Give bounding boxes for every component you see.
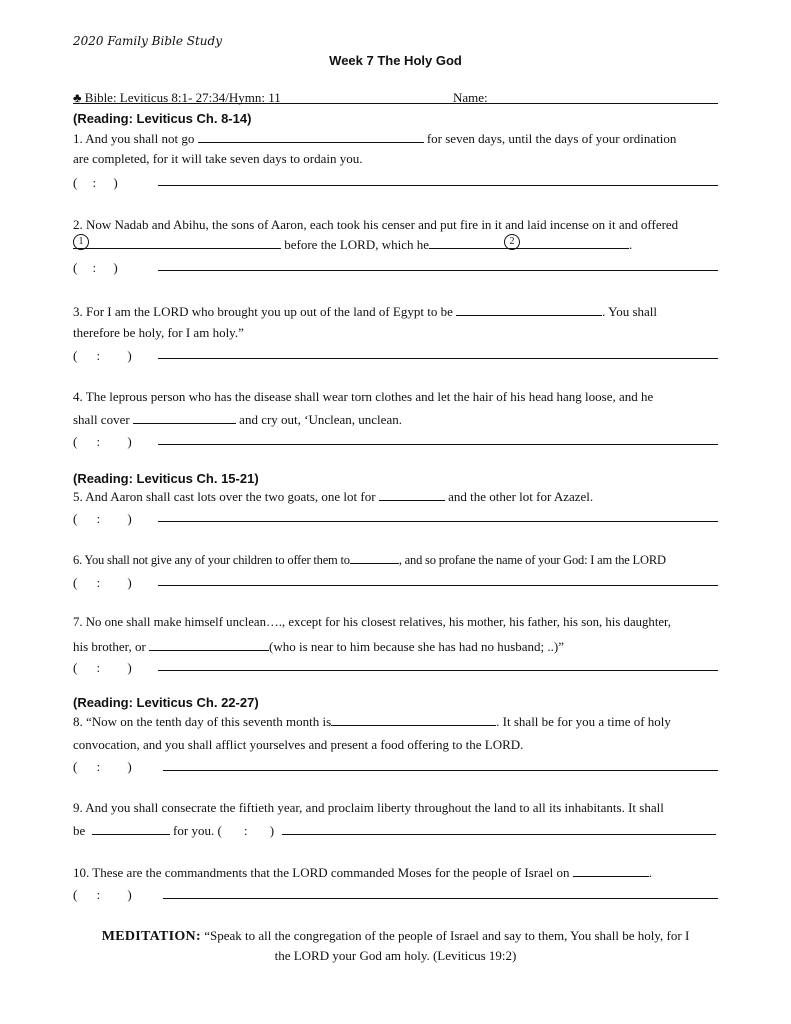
verse-ref-8[interactable]: ( : ) bbox=[73, 759, 132, 774]
answer-blank-3[interactable] bbox=[456, 303, 602, 316]
verse-ref-4[interactable]: ( : ) bbox=[73, 434, 132, 449]
verse-ref-7[interactable]: ( : ) bbox=[73, 660, 132, 675]
meditation-line-2: the LORD your God am holy. (Leviticus 19:2) bbox=[274, 948, 517, 963]
verse-ref-10[interactable]: ( : ) bbox=[73, 887, 132, 902]
meditation-line-1: MEDITATION: “Speak to all the congregation of the people of Israel and say to them, You shall be holy, for I bbox=[101, 928, 690, 944]
answer-blank-2b[interactable] bbox=[429, 236, 629, 249]
verse-ref-3[interactable]: ( : ) bbox=[73, 348, 132, 363]
question-2-line-1: 2. Now Nadab and Abihu, the sons of Aaron, each took his censer and put fire in it and laid incense on it and offered bbox=[73, 217, 679, 232]
verse-ref-line-8 bbox=[163, 770, 718, 771]
question-5-line-1: 5. And Aaron shall cast lots over the two goats, one lot for and the other lot for Azazel. bbox=[73, 489, 594, 504]
circled-number-1: 1 bbox=[73, 234, 89, 250]
question-7-line-1: 7. No one shall make himself unclean…., except for his closest relatives, his mother, his father, his son, his daughter, bbox=[73, 615, 671, 629]
verse-ref-6[interactable]: ( : ) bbox=[73, 575, 132, 590]
verse-ref-line-9 bbox=[282, 834, 716, 835]
header-underline bbox=[73, 103, 718, 104]
question-10-line-1: 10. These are the commandments that the LORD commanded Moses for the people of Israel on . bbox=[73, 865, 653, 880]
meditation-label: MEDITATION: bbox=[101, 929, 201, 944]
section-heading-ch8-14: (Reading: Leviticus Ch. 8-14) bbox=[73, 111, 252, 126]
verse-ref-line-2 bbox=[158, 270, 718, 271]
question-1-line-2: are completed, for it will take seven days to ordain you. bbox=[73, 151, 363, 166]
verse-ref-line-7 bbox=[158, 670, 718, 671]
verse-ref-line-5 bbox=[158, 521, 718, 522]
verse-ref-line-3 bbox=[158, 358, 718, 359]
verse-ref-line-6 bbox=[158, 585, 718, 586]
question-7-line-2: his brother, or (who is near to him because she has had no husband; ..)” bbox=[73, 639, 564, 654]
page-title: Week 7 The Holy God bbox=[329, 53, 462, 68]
verse-ref-5[interactable]: ( : ) bbox=[73, 511, 132, 526]
answer-blank-8[interactable] bbox=[331, 713, 496, 726]
study-series-label: 2020 Family Bible Study bbox=[73, 34, 222, 48]
verse-ref-1[interactable]: ( : ) bbox=[73, 175, 118, 190]
question-3-line-1: 3. For I am the LORD who brought you up out of the land of Egypt to be . You shall bbox=[73, 304, 658, 319]
answer-blank-2a[interactable] bbox=[73, 236, 281, 249]
question-8-line-2: convocation, and you shall afflict yourselves and present a food offering to the LORD. bbox=[73, 737, 524, 752]
name-label: Name: bbox=[453, 90, 488, 105]
answer-blank-10[interactable] bbox=[573, 864, 649, 877]
answer-blank-4[interactable] bbox=[133, 411, 236, 424]
bible-reference: ♣ Bible: Leviticus 8:1- 27:34/Hymn: 11 bbox=[73, 90, 281, 105]
section-heading-ch22-27: (Reading: Leviticus Ch. 22-27) bbox=[73, 695, 259, 710]
verse-ref-2[interactable]: ( : ) bbox=[73, 260, 118, 275]
question-4-line-1: 4. The leprous person who has the disease shall wear torn clothes and let the hair of his head hang loose, and he bbox=[73, 389, 654, 404]
question-9-line-2: be for you. ( : ) bbox=[73, 823, 275, 838]
answer-blank-9[interactable] bbox=[92, 822, 170, 835]
question-1-line-1: 1. And you shall not go for seven days, until the days of your ordination bbox=[73, 131, 677, 146]
question-6-line-1: 6. You shall not give any of your children to offer them to , and so profane the name of your God: I am the LORD bbox=[73, 553, 666, 567]
verse-ref-line-4 bbox=[158, 444, 718, 445]
question-4-line-2: shall cover and cry out, ‘Unclean, unclean. bbox=[73, 412, 402, 427]
question-2-line-2: 1 before the LORD, which he 2 . bbox=[73, 236, 632, 253]
answer-blank-5[interactable] bbox=[379, 488, 445, 501]
answer-blank-7[interactable] bbox=[149, 638, 269, 651]
question-9-line-1: 9. And you shall consecrate the fiftieth year, and proclaim liberty throughout the land to all its inhabitants. It shall bbox=[73, 800, 664, 815]
verse-ref-line-1 bbox=[158, 185, 718, 186]
section-heading-ch15-21: (Reading: Leviticus Ch. 15-21) bbox=[73, 471, 259, 486]
circled-number-2: 2 bbox=[504, 234, 520, 250]
verse-ref-line-10 bbox=[163, 898, 718, 899]
question-8-line-1: 8. “Now on the tenth day of this seventh month is . It shall be for you a time of holy bbox=[73, 714, 671, 729]
question-3-line-2: therefore be holy, for I am holy.” bbox=[73, 325, 244, 340]
answer-blank-1[interactable] bbox=[198, 130, 424, 143]
verse-ref-9[interactable]: ( : ) bbox=[217, 823, 275, 838]
answer-blank-6[interactable] bbox=[350, 551, 399, 564]
